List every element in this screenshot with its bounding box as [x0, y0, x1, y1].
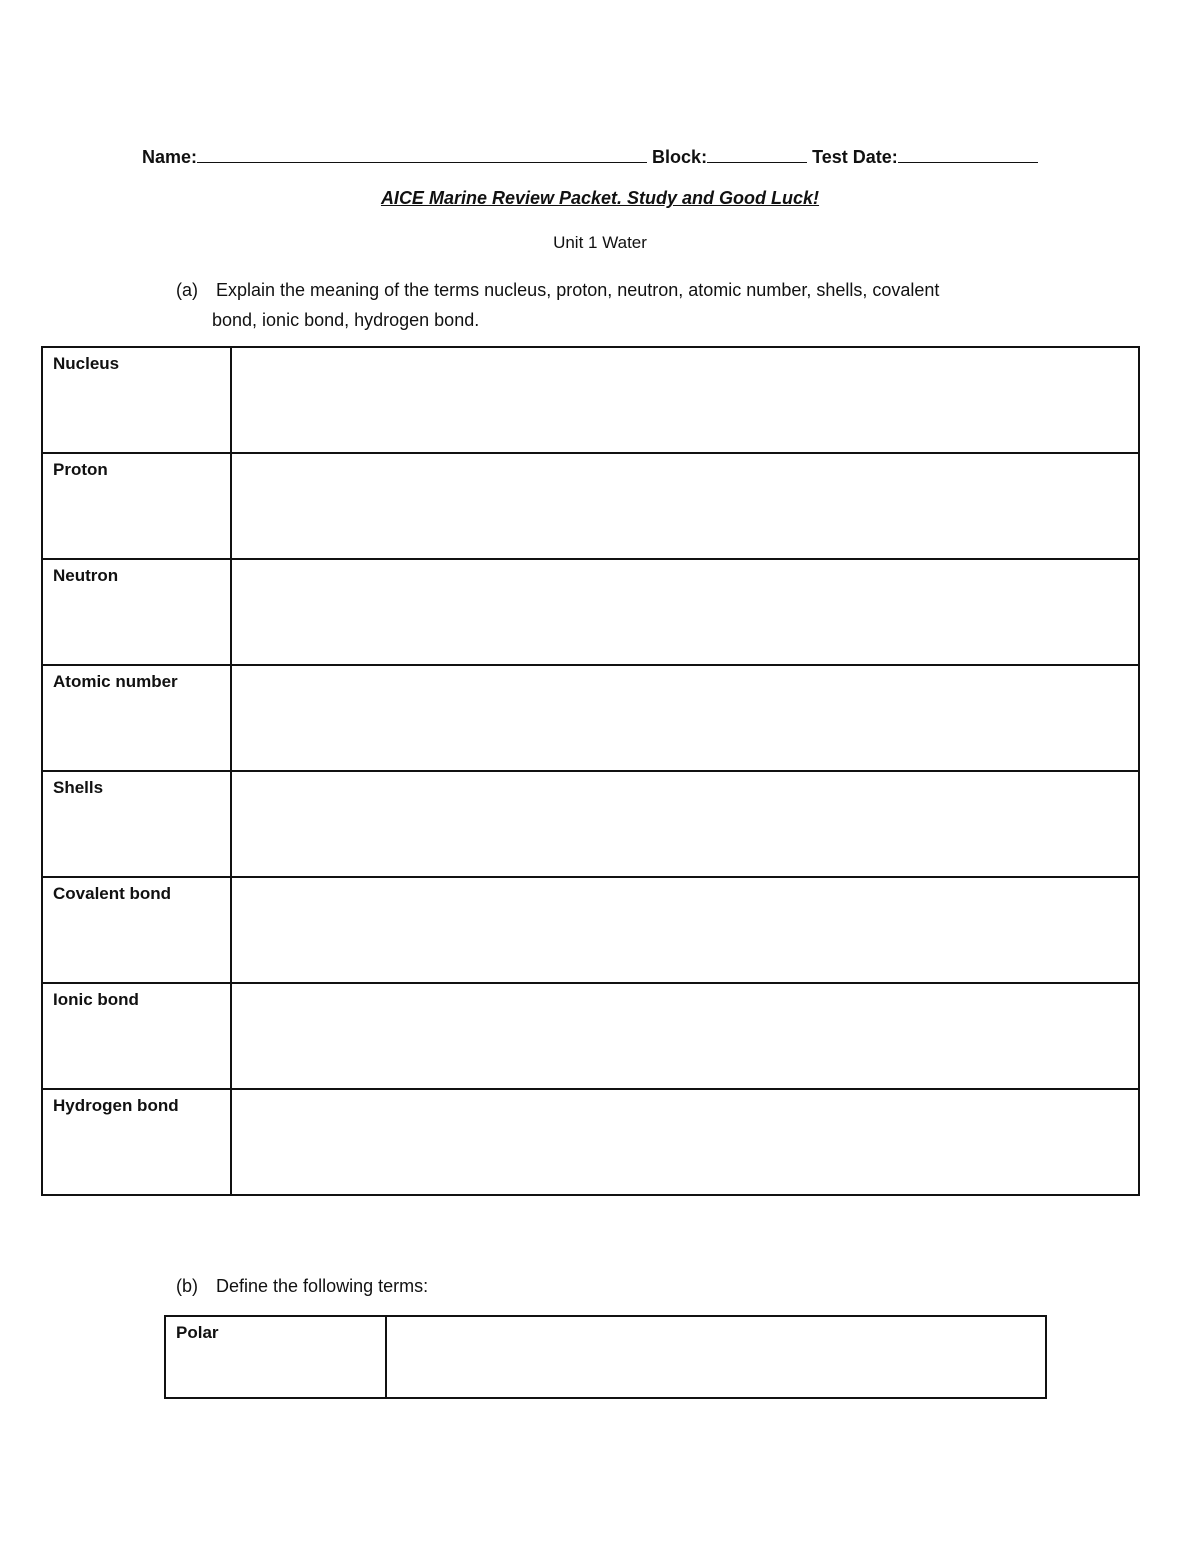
table-row: [165, 1316, 1046, 1398]
definition-cell[interactable]: [231, 453, 1139, 559]
term-label: Ionic bond: [42, 983, 231, 1089]
table-row: [42, 983, 1139, 1089]
block-label: Block:: [652, 147, 708, 167]
student-info-line: [142, 144, 1052, 168]
question-a-letter: (a): [176, 280, 198, 300]
question-a: [176, 275, 1036, 335]
question-a-text-line1: Explain the meaning of the terms nucleus, proton, neutron, atomic number, shells, covalent: [216, 280, 940, 300]
table-row: [42, 347, 1139, 453]
block-field[interactable]: [707, 144, 807, 163]
name-label: Name:: [142, 147, 198, 167]
unit-heading: Unit 1 Water: [553, 233, 647, 252]
question-b: [176, 1271, 976, 1301]
question-b-letter: (b): [176, 1276, 198, 1296]
definition-cell[interactable]: [231, 559, 1139, 665]
terms-table-b: [164, 1315, 1047, 1399]
table-row: [42, 877, 1139, 983]
term-label: Nucleus: [42, 347, 231, 453]
terms-table-a: [41, 346, 1140, 1196]
definition-cell[interactable]: [231, 1089, 1139, 1195]
term-label: Polar: [165, 1316, 386, 1398]
definition-cell[interactable]: [386, 1316, 1046, 1398]
term-label: Proton: [42, 453, 231, 559]
definition-cell[interactable]: [231, 347, 1139, 453]
definition-cell[interactable]: [231, 877, 1139, 983]
table-row: [42, 453, 1139, 559]
definition-cell[interactable]: [231, 983, 1139, 1089]
term-label: Hydrogen bond: [42, 1089, 231, 1195]
name-field[interactable]: [197, 144, 647, 163]
term-label: Covalent bond: [42, 877, 231, 983]
definition-cell[interactable]: [231, 771, 1139, 877]
term-label: Atomic number: [42, 665, 231, 771]
table-row: [42, 559, 1139, 665]
term-label: Neutron: [42, 559, 231, 665]
test-date-field[interactable]: [898, 144, 1038, 163]
term-label: Shells: [42, 771, 231, 877]
page-title: AICE Marine Review Packet. Study and Good Luck!: [380, 188, 820, 208]
table-row: [42, 1089, 1139, 1195]
definition-cell[interactable]: [231, 665, 1139, 771]
test-date-label: Test Date:: [812, 147, 898, 167]
table-row: [42, 665, 1139, 771]
question-b-text: Define the following terms:: [216, 1276, 429, 1296]
question-a-text-line2: bond, ionic bond, hydrogen bond.: [212, 310, 480, 330]
table-row: [42, 771, 1139, 877]
